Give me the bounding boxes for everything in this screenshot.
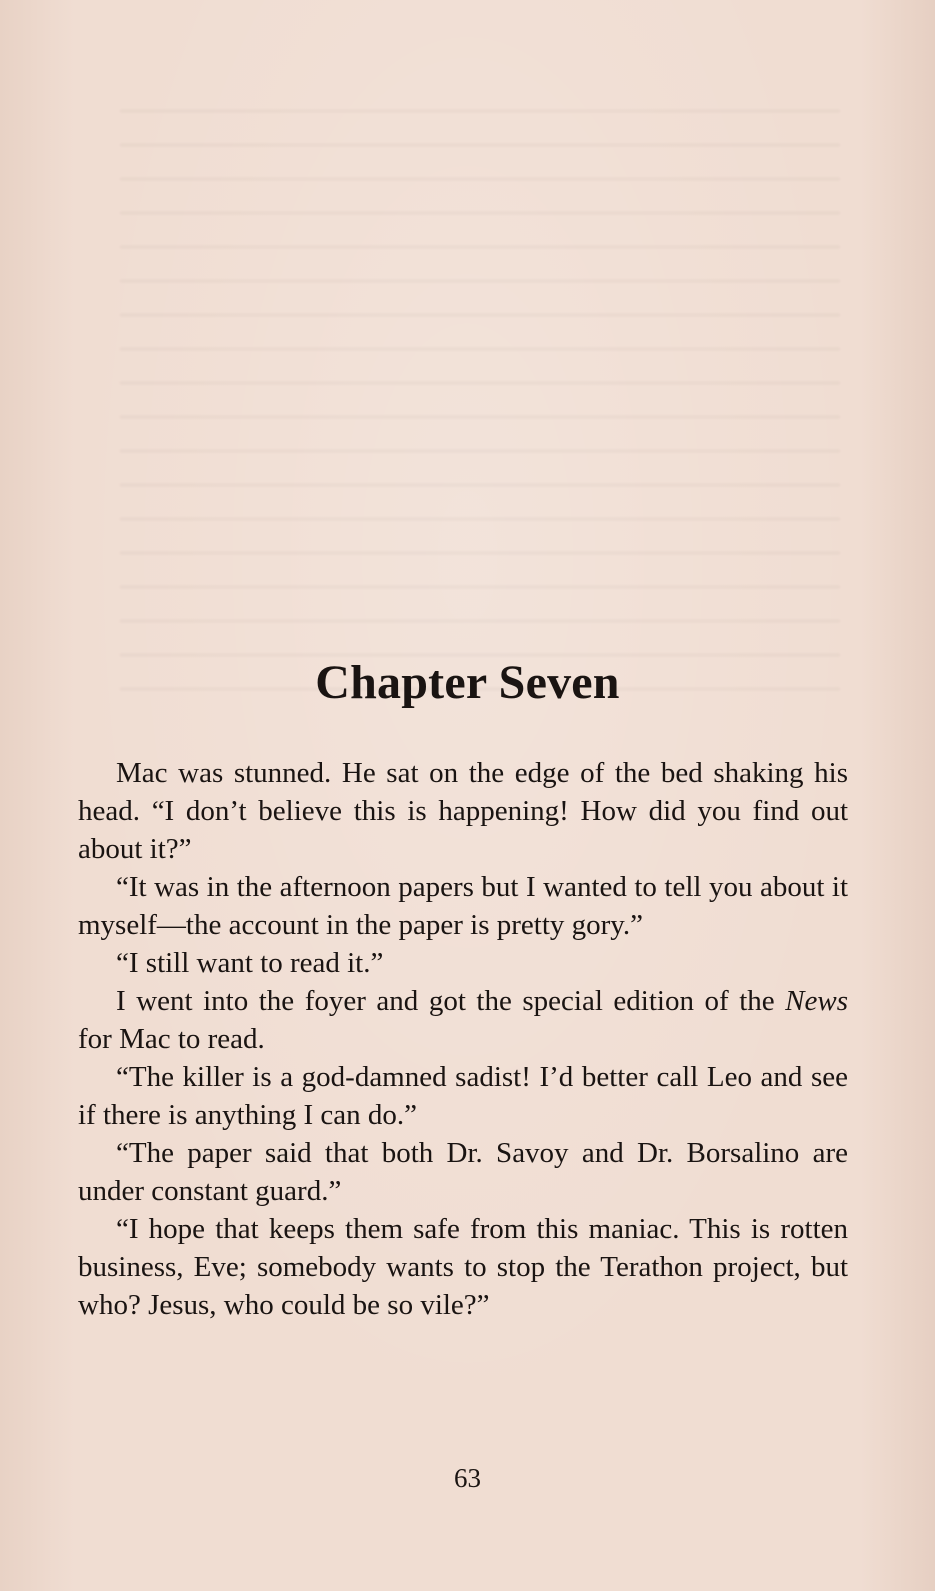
paragraph-4-before: I went into the foyer and got the special edition of the: [116, 985, 786, 1017]
paragraph-4-after: for Mac to read.: [78, 1023, 265, 1055]
chapter-title: Chapter Seven: [315, 656, 620, 710]
paragraph-2: “It was in the afternoon papers but I wanted to tell you about it myself—the account in the paper is pretty gory.”: [78, 871, 848, 941]
paragraph-7: “I hope that keeps them safe from this maniac. This is rotten business, Eve; somebody wants to stop the Terathon project, but who? Jesus, who could be so vile?”: [78, 1213, 848, 1321]
paragraph-1: Mac was stunned. He sat on the edge of the bed shaking his head. “I don’t believe this is happening! How did you find out about it?”: [78, 757, 848, 865]
page-number: 63: [454, 1463, 481, 1493]
paragraph-4: [78, 982, 848, 1058]
newspaper-title: News: [785, 985, 848, 1017]
show-through-texture: [120, 110, 840, 710]
paragraph-6: “The paper said that both Dr. Savoy and Dr. Borsalino are under constant guard.”: [78, 1137, 848, 1207]
paragraph-5: “The killer is a god-damned sadist! I’d better call Leo and see if there is anything I can do.”: [78, 1061, 848, 1131]
paragraph-3: “I still want to read it.”: [116, 947, 384, 979]
chapter-body: [78, 754, 848, 1324]
